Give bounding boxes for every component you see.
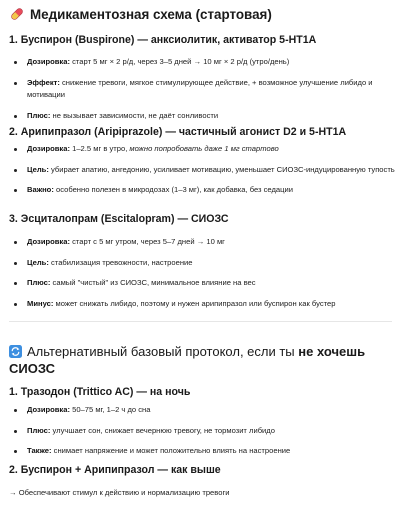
section-title: 3. Эсциталопрам (Escitalopram) — СИОЗС: [9, 213, 229, 225]
list-item: [12, 56, 396, 69]
section-title: 1. Тразодон (Trittico AC) — на ночь: [9, 386, 191, 398]
pill-icon: [9, 6, 25, 22]
section-title: 1. Буспирон (Buspirone) — анксиолитик, активатор 5-HT1A: [9, 34, 317, 46]
bullet: [14, 148, 17, 151]
section-title: 2. Арипипразол (Aripiprazole) — частичный агонист D2 и 5-HT1A: [9, 126, 347, 138]
list-item: [12, 143, 396, 156]
item-label: Минус:: [27, 298, 54, 308]
bullet: [14, 430, 17, 433]
item-label: Эффект:: [27, 77, 60, 87]
list-item: [12, 298, 396, 311]
alternative-title-prefix: Альтернативный базовый протокол, если ты: [27, 344, 299, 359]
item-text: стабилизация тревожности, настроение: [51, 257, 193, 267]
item-label: Плюс:: [27, 425, 51, 435]
item-italic-text: можно попробовать даже 1 мг стартово: [129, 144, 279, 153]
arrows-cycle-icon: [9, 345, 22, 358]
alternative-title-bold: не хочешь СИОЗС: [9, 344, 366, 376]
item-label: Также:: [27, 446, 52, 455]
bullet: [14, 282, 17, 285]
bullet: [14, 82, 17, 85]
page-title-text: Медикаментозная схема (стартовая): [30, 7, 272, 22]
list-item: [12, 257, 396, 270]
item-label: Дозировка:: [27, 405, 70, 414]
section-title: 2. Буспирон + Арипипразол — как выше: [9, 464, 221, 476]
item-text: может снижать либидо, поэтому и нужен арипипразол или буспирон как бустер: [55, 298, 336, 308]
list-item: [12, 184, 396, 197]
list-item: [12, 164, 396, 177]
bullet: [14, 409, 17, 412]
bullet: [14, 169, 17, 172]
page-title: [9, 6, 272, 24]
section-list: [12, 143, 396, 205]
item-text: снимает напряжение и может положительно влиять на настроение: [53, 446, 291, 455]
item-label: Дозировка:: [27, 144, 70, 153]
item-label: Важно:: [27, 185, 54, 194]
section-list: [12, 404, 396, 466]
list-item: [12, 445, 396, 458]
bullet: [14, 189, 17, 192]
item-text: старт 5 мг × 2 р/д, через 3–5 дней → 10 мг × 2 р/д (утро/день): [72, 57, 290, 66]
item-label: Плюс:: [27, 110, 51, 120]
bullet: [14, 262, 17, 265]
list-item: [12, 277, 396, 290]
item-label: Плюс:: [27, 278, 51, 287]
alternative-title: [9, 343, 394, 377]
bullet: [14, 61, 17, 64]
section-list: [12, 236, 396, 318]
item-label: Дозировка:: [27, 237, 70, 246]
item-label: Дозировка:: [27, 57, 70, 66]
note-text: → Обеспечивают стимул к действию и нормализацию тревоги: [9, 488, 230, 497]
bullet: [14, 241, 17, 244]
list-item: [12, 110, 396, 123]
item-label: Цель:: [27, 257, 49, 267]
item-label: Цель:: [27, 164, 49, 174]
item-text: старт с 5 мг утром, через 5–7 дней → 10 мг: [72, 237, 225, 246]
list-item: [12, 404, 396, 417]
item-text: самый "чистый" из СИОЗС, минимальное влияние на вес: [52, 278, 256, 287]
item-text: 50–75 мг, 1–2 ч до сна: [72, 405, 151, 414]
bullet: [14, 450, 17, 453]
bullet: [14, 115, 17, 118]
item-text: убирает апатию, ангедонию, усиливает мотивацию, уменьшает СИОЗС-индуцированную тупость: [51, 164, 395, 174]
item-text: улучшает сон, снижает вечернюю тревогу, не тормозит либидо: [52, 425, 275, 435]
divider: [9, 321, 392, 322]
section-list: [12, 56, 396, 130]
item-text: снижение тревоги, мягкое стимулирующее действие, + возможное улучшение либидо и мотивации: [27, 77, 373, 99]
list-item: [12, 77, 396, 102]
item-text: 1–2.5 мг в утро,: [72, 144, 130, 153]
bullet: [14, 303, 17, 306]
item-text: не вызывает зависимости, не даёт сонливости: [52, 110, 219, 120]
list-item: [12, 425, 396, 438]
list-item: [12, 236, 396, 249]
item-text: особенно полезен в микродозах (1–3 мг), как добавка, без седации: [55, 185, 293, 194]
